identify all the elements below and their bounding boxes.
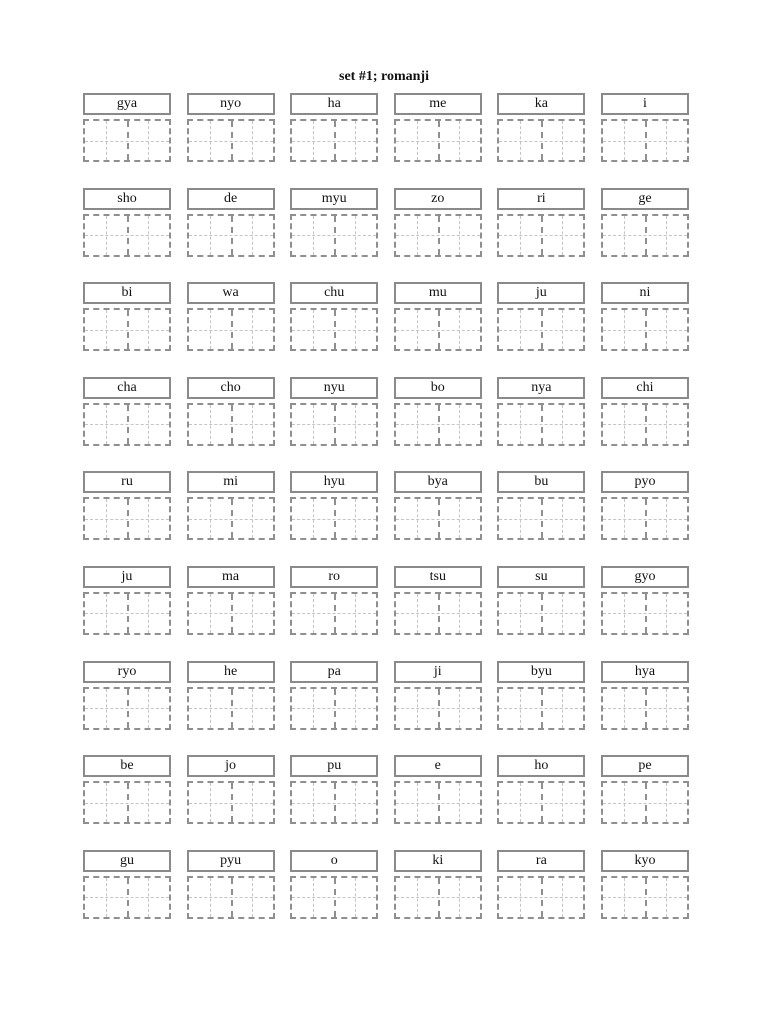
- romaji-label: ka: [497, 93, 585, 115]
- romaji-label: nyo: [187, 93, 275, 115]
- guide-line: [85, 897, 169, 898]
- guide-line: [292, 613, 376, 614]
- guide-line: [85, 330, 169, 331]
- writing-box: [497, 308, 585, 351]
- practice-cell: [83, 661, 171, 756]
- guide-line: [499, 708, 583, 709]
- practice-cell: [290, 282, 378, 377]
- writing-box: [290, 687, 378, 730]
- practice-cell: [290, 850, 378, 945]
- practice-cell: [601, 377, 689, 472]
- writing-box: [394, 119, 482, 162]
- guide-line: [189, 519, 273, 520]
- romaji-label: hya: [601, 661, 689, 683]
- guide-line: [292, 803, 376, 804]
- writing-box: [187, 876, 275, 919]
- romaji-label: gu: [83, 850, 171, 872]
- guide-line: [396, 235, 480, 236]
- practice-cell: [187, 566, 275, 661]
- writing-box: [601, 781, 689, 824]
- writing-box: [290, 781, 378, 824]
- guide-line: [499, 330, 583, 331]
- practice-cell: [83, 93, 171, 188]
- practice-row: [83, 282, 689, 377]
- writing-box: [601, 308, 689, 351]
- writing-box: [83, 214, 171, 257]
- guide-line: [189, 613, 273, 614]
- romaji-label: sho: [83, 188, 171, 210]
- writing-box: [83, 687, 171, 730]
- romaji-label: pu: [290, 755, 378, 777]
- romaji-label: ho: [497, 755, 585, 777]
- romaji-label: zo: [394, 188, 482, 210]
- practice-cell: [497, 93, 585, 188]
- romaji-label: be: [83, 755, 171, 777]
- writing-box: [497, 781, 585, 824]
- practice-cell: [83, 755, 171, 850]
- writing-box: [290, 592, 378, 635]
- romaji-label: ra: [497, 850, 585, 872]
- guide-line: [85, 141, 169, 142]
- guide-line: [189, 708, 273, 709]
- guide-line: [292, 897, 376, 898]
- writing-box: [497, 119, 585, 162]
- romaji-label: pyu: [187, 850, 275, 872]
- guide-line: [85, 613, 169, 614]
- writing-box: [83, 497, 171, 540]
- writing-box: [83, 592, 171, 635]
- guide-line: [603, 141, 687, 142]
- guide-line: [499, 803, 583, 804]
- romaji-label: jo: [187, 755, 275, 777]
- practice-cell: [601, 93, 689, 188]
- guide-line: [189, 424, 273, 425]
- practice-cell: [187, 282, 275, 377]
- writing-box: [394, 214, 482, 257]
- guide-line: [189, 235, 273, 236]
- practice-cell: [394, 566, 482, 661]
- guide-line: [396, 708, 480, 709]
- practice-cell: [83, 566, 171, 661]
- writing-box: [290, 119, 378, 162]
- guide-line: [499, 424, 583, 425]
- guide-line: [603, 235, 687, 236]
- guide-line: [396, 613, 480, 614]
- guide-line: [396, 330, 480, 331]
- writing-box: [601, 687, 689, 730]
- practice-cell: [497, 850, 585, 945]
- practice-row: [83, 93, 689, 188]
- practice-cell: [497, 755, 585, 850]
- practice-cell: [187, 661, 275, 756]
- writing-box: [394, 781, 482, 824]
- romaji-label: bya: [394, 471, 482, 493]
- practice-cell: [394, 377, 482, 472]
- romaji-label: ju: [497, 282, 585, 304]
- practice-row: [83, 188, 689, 283]
- practice-cell: [187, 377, 275, 472]
- writing-box: [290, 403, 378, 446]
- guide-line: [85, 235, 169, 236]
- practice-cell: [394, 850, 482, 945]
- practice-cell: [187, 93, 275, 188]
- writing-box: [601, 592, 689, 635]
- romaji-label: ro: [290, 566, 378, 588]
- page-title: set #1; romanji: [339, 69, 429, 84]
- romaji-label: i: [601, 93, 689, 115]
- romaji-label: gya: [83, 93, 171, 115]
- guide-line: [603, 803, 687, 804]
- writing-box: [83, 308, 171, 351]
- romaji-label: nyu: [290, 377, 378, 399]
- writing-box: [394, 308, 482, 351]
- guide-line: [292, 424, 376, 425]
- romaji-label: pa: [290, 661, 378, 683]
- romaji-label: ma: [187, 566, 275, 588]
- practice-cell: [601, 566, 689, 661]
- guide-line: [603, 613, 687, 614]
- guide-line: [292, 141, 376, 142]
- guide-line: [396, 897, 480, 898]
- romaji-label: ri: [497, 188, 585, 210]
- writing-box: [497, 876, 585, 919]
- romaji-label: myu: [290, 188, 378, 210]
- practice-cell: [601, 282, 689, 377]
- writing-box: [394, 592, 482, 635]
- romaji-label: pyo: [601, 471, 689, 493]
- practice-cell: [83, 471, 171, 566]
- practice-cell: [83, 282, 171, 377]
- practice-cell: [83, 850, 171, 945]
- practice-cell: [601, 471, 689, 566]
- guide-line: [292, 519, 376, 520]
- romaji-label: mi: [187, 471, 275, 493]
- romaji-label: ni: [601, 282, 689, 304]
- writing-box: [187, 308, 275, 351]
- practice-row: [83, 661, 689, 756]
- practice-cell: [290, 471, 378, 566]
- guide-line: [603, 519, 687, 520]
- practice-cell: [187, 471, 275, 566]
- guide-line: [603, 424, 687, 425]
- writing-box: [290, 497, 378, 540]
- writing-box: [187, 781, 275, 824]
- practice-cell: [290, 93, 378, 188]
- writing-box: [497, 592, 585, 635]
- romaji-label: chi: [601, 377, 689, 399]
- practice-cell: [601, 755, 689, 850]
- romaji-label: cho: [187, 377, 275, 399]
- romaji-label: ryo: [83, 661, 171, 683]
- practice-cell: [394, 471, 482, 566]
- guide-line: [85, 803, 169, 804]
- practice-cell: [497, 566, 585, 661]
- practice-cell: [394, 282, 482, 377]
- practice-row: [83, 850, 689, 945]
- practice-row: [83, 566, 689, 661]
- romaji-label: bi: [83, 282, 171, 304]
- romaji-label: gyo: [601, 566, 689, 588]
- practice-cell: [497, 661, 585, 756]
- practice-cell: [601, 188, 689, 283]
- guide-line: [603, 330, 687, 331]
- writing-box: [497, 403, 585, 446]
- practice-cell: [497, 471, 585, 566]
- practice-cell: [83, 377, 171, 472]
- guide-line: [603, 708, 687, 709]
- writing-box: [83, 403, 171, 446]
- writing-box: [601, 497, 689, 540]
- romaji-label: su: [497, 566, 585, 588]
- guide-line: [396, 424, 480, 425]
- romaji-label: ha: [290, 93, 378, 115]
- guide-line: [603, 897, 687, 898]
- practice-cell: [601, 850, 689, 945]
- writing-box: [394, 403, 482, 446]
- romaji-label: e: [394, 755, 482, 777]
- writing-box: [290, 308, 378, 351]
- practice-cell: [83, 188, 171, 283]
- practice-cell: [290, 377, 378, 472]
- romaji-label: de: [187, 188, 275, 210]
- practice-cell: [497, 377, 585, 472]
- writing-box: [187, 119, 275, 162]
- romaji-label: tsu: [394, 566, 482, 588]
- practice-cell: [290, 188, 378, 283]
- guide-line: [396, 141, 480, 142]
- writing-box: [290, 876, 378, 919]
- guide-line: [292, 330, 376, 331]
- writing-box: [187, 687, 275, 730]
- writing-box: [290, 214, 378, 257]
- writing-box: [497, 497, 585, 540]
- practice-row: [83, 755, 689, 850]
- writing-box: [394, 687, 482, 730]
- romaji-label: wa: [187, 282, 275, 304]
- romaji-label: ki: [394, 850, 482, 872]
- romaji-label: pe: [601, 755, 689, 777]
- romaji-label: he: [187, 661, 275, 683]
- writing-box: [83, 119, 171, 162]
- romaji-label: chu: [290, 282, 378, 304]
- guide-line: [396, 519, 480, 520]
- guide-line: [499, 141, 583, 142]
- practice-cell: [497, 188, 585, 283]
- romaji-label: ru: [83, 471, 171, 493]
- writing-box: [601, 403, 689, 446]
- guide-line: [85, 519, 169, 520]
- practice-cell: [187, 850, 275, 945]
- practice-cell: [394, 93, 482, 188]
- romaji-label: me: [394, 93, 482, 115]
- guide-line: [499, 897, 583, 898]
- romaji-label: ju: [83, 566, 171, 588]
- practice-row: [83, 377, 689, 472]
- practice-cell: [187, 755, 275, 850]
- writing-box: [394, 497, 482, 540]
- romaji-label: o: [290, 850, 378, 872]
- writing-box: [497, 687, 585, 730]
- romaji-label: kyo: [601, 850, 689, 872]
- writing-box: [187, 497, 275, 540]
- guide-line: [189, 897, 273, 898]
- guide-line: [396, 803, 480, 804]
- guide-line: [85, 424, 169, 425]
- practice-row: [83, 471, 689, 566]
- guide-line: [499, 519, 583, 520]
- guide-line: [189, 141, 273, 142]
- writing-box: [601, 214, 689, 257]
- practice-cell: [290, 755, 378, 850]
- practice-grid: [83, 93, 689, 944]
- romaji-label: mu: [394, 282, 482, 304]
- practice-cell: [601, 661, 689, 756]
- guide-line: [292, 235, 376, 236]
- writing-box: [83, 876, 171, 919]
- romaji-label: nya: [497, 377, 585, 399]
- writing-box: [601, 876, 689, 919]
- practice-cell: [290, 566, 378, 661]
- practice-cell: [394, 755, 482, 850]
- practice-cell: [394, 661, 482, 756]
- guide-line: [189, 803, 273, 804]
- romaji-label: hyu: [290, 471, 378, 493]
- romaji-label: cha: [83, 377, 171, 399]
- writing-box: [187, 214, 275, 257]
- writing-box: [497, 214, 585, 257]
- practice-cell: [394, 188, 482, 283]
- romaji-label: ji: [394, 661, 482, 683]
- guide-line: [189, 330, 273, 331]
- writing-box: [394, 876, 482, 919]
- romaji-label: ge: [601, 188, 689, 210]
- guide-line: [499, 613, 583, 614]
- practice-cell: [187, 188, 275, 283]
- writing-box: [601, 119, 689, 162]
- romaji-label: byu: [497, 661, 585, 683]
- writing-box: [187, 592, 275, 635]
- practice-cell: [290, 661, 378, 756]
- practice-cell: [497, 282, 585, 377]
- guide-line: [499, 235, 583, 236]
- guide-line: [292, 708, 376, 709]
- romaji-label: bu: [497, 471, 585, 493]
- writing-box: [187, 403, 275, 446]
- romaji-label: bo: [394, 377, 482, 399]
- guide-line: [85, 708, 169, 709]
- writing-box: [83, 781, 171, 824]
